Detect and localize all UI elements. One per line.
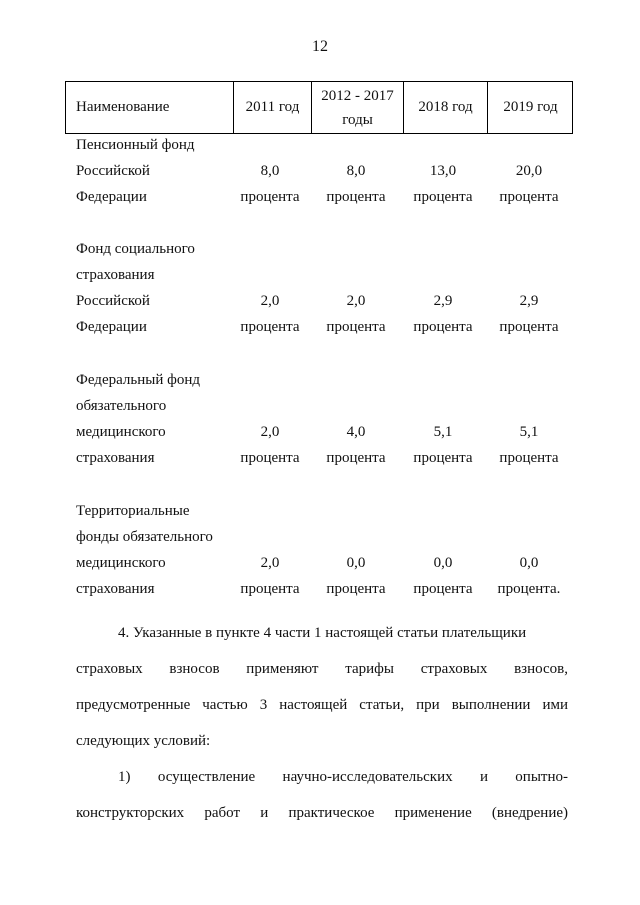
- paragraph-item1-line2: конструкторских работ и практическое применение (внедрение): [76, 805, 568, 821]
- header-2019: 2019 год: [487, 82, 573, 133]
- row3-unit-2011: процента: [240, 450, 300, 466]
- row2-unit-2011: процента: [240, 319, 300, 335]
- row3-unit-2018: процента: [413, 450, 473, 466]
- header-2012-2017-line2: годы: [342, 111, 373, 128]
- row3-name-line4: страхования: [76, 450, 155, 466]
- row2-value-2018: 2,9: [433, 293, 453, 309]
- row3-value-2019: 5,1: [519, 424, 539, 440]
- row3-name-line1: Федеральный фонд: [76, 372, 200, 388]
- paragraph-item1-line1: 1) осуществление научно-исследовательских и опытно-: [118, 769, 568, 785]
- row4-value-2018: 0,0: [433, 555, 453, 571]
- row1-unit-2012-2017: процента: [326, 189, 386, 205]
- row2-unit-2018: процента: [413, 319, 473, 335]
- row3-value-2012-2017: 4,0: [346, 424, 366, 440]
- row1-value-2012-2017: 8,0: [346, 163, 366, 179]
- page-number: 12: [312, 38, 328, 55]
- header-2011: 2011 год: [233, 82, 311, 133]
- paragraph-4-line4: следующих условий:: [76, 733, 211, 749]
- row2-name-line1: Фонд социального: [76, 241, 195, 257]
- row1-name-line2: Российской: [76, 163, 150, 179]
- row1-value-2019: 20,0: [515, 163, 543, 179]
- row4-name-line3: медицинского: [76, 555, 166, 571]
- row3-unit-2019: процента: [499, 450, 559, 466]
- row2-name-line2: страхования: [76, 267, 155, 283]
- row2-value-2019: 2,9: [519, 293, 539, 309]
- header-name: Наименование: [76, 99, 170, 115]
- row2-name-line4: Федерации: [76, 319, 147, 335]
- row1-value-2018: 13,0: [429, 163, 457, 179]
- row1-name-line1: Пенсионный фонд: [76, 137, 195, 153]
- row4-name-line4: страхования: [76, 581, 155, 597]
- row4-unit-2019: процента.: [497, 581, 561, 597]
- paragraph-4-line3: предусмотренные частью 3 настоящей статьи, при выполнении ими: [76, 697, 568, 713]
- header-2012-2017: [311, 82, 403, 133]
- row3-name-line2: обязательного: [76, 398, 167, 414]
- row3-unit-2012-2017: процента: [326, 450, 386, 466]
- row1-value-2011: 8,0: [260, 163, 280, 179]
- row4-name-line1: Территориальные: [76, 503, 190, 519]
- header-2018: 2018 год: [403, 82, 487, 133]
- row2-unit-2019: процента: [499, 319, 559, 335]
- row4-value-2011: 2,0: [260, 555, 280, 571]
- row2-name-line3: Российской: [76, 293, 150, 309]
- header-2012-2017-line1: 2012 - 2017: [321, 87, 394, 104]
- row4-unit-2018: процента: [413, 581, 473, 597]
- row1-unit-2018: процента: [413, 189, 473, 205]
- row3-name-line3: медицинского: [76, 424, 166, 440]
- row3-value-2018: 5,1: [433, 424, 453, 440]
- row3-value-2011: 2,0: [260, 424, 280, 440]
- row2-value-2011: 2,0: [260, 293, 280, 309]
- row4-name-line2: фонды обязательного: [76, 529, 213, 545]
- row4-value-2019: 0,0: [519, 555, 539, 571]
- row4-unit-2011: процента: [240, 581, 300, 597]
- row2-value-2012-2017: 2,0: [346, 293, 366, 309]
- paragraph-4-line2: страховых взносов применяют тарифы страховых взносов,: [76, 661, 568, 677]
- row1-unit-2011: процента: [240, 189, 300, 205]
- table-header: [65, 81, 573, 134]
- row2-unit-2012-2017: процента: [326, 319, 386, 335]
- row1-name-line3: Федерации: [76, 189, 147, 205]
- row4-value-2012-2017: 0,0: [346, 555, 366, 571]
- row4-unit-2012-2017: процента: [326, 581, 386, 597]
- row1-unit-2019: процента: [499, 189, 559, 205]
- paragraph-4-line1: 4. Указанные в пункте 4 части 1 настоящей статьи плательщики: [118, 625, 527, 641]
